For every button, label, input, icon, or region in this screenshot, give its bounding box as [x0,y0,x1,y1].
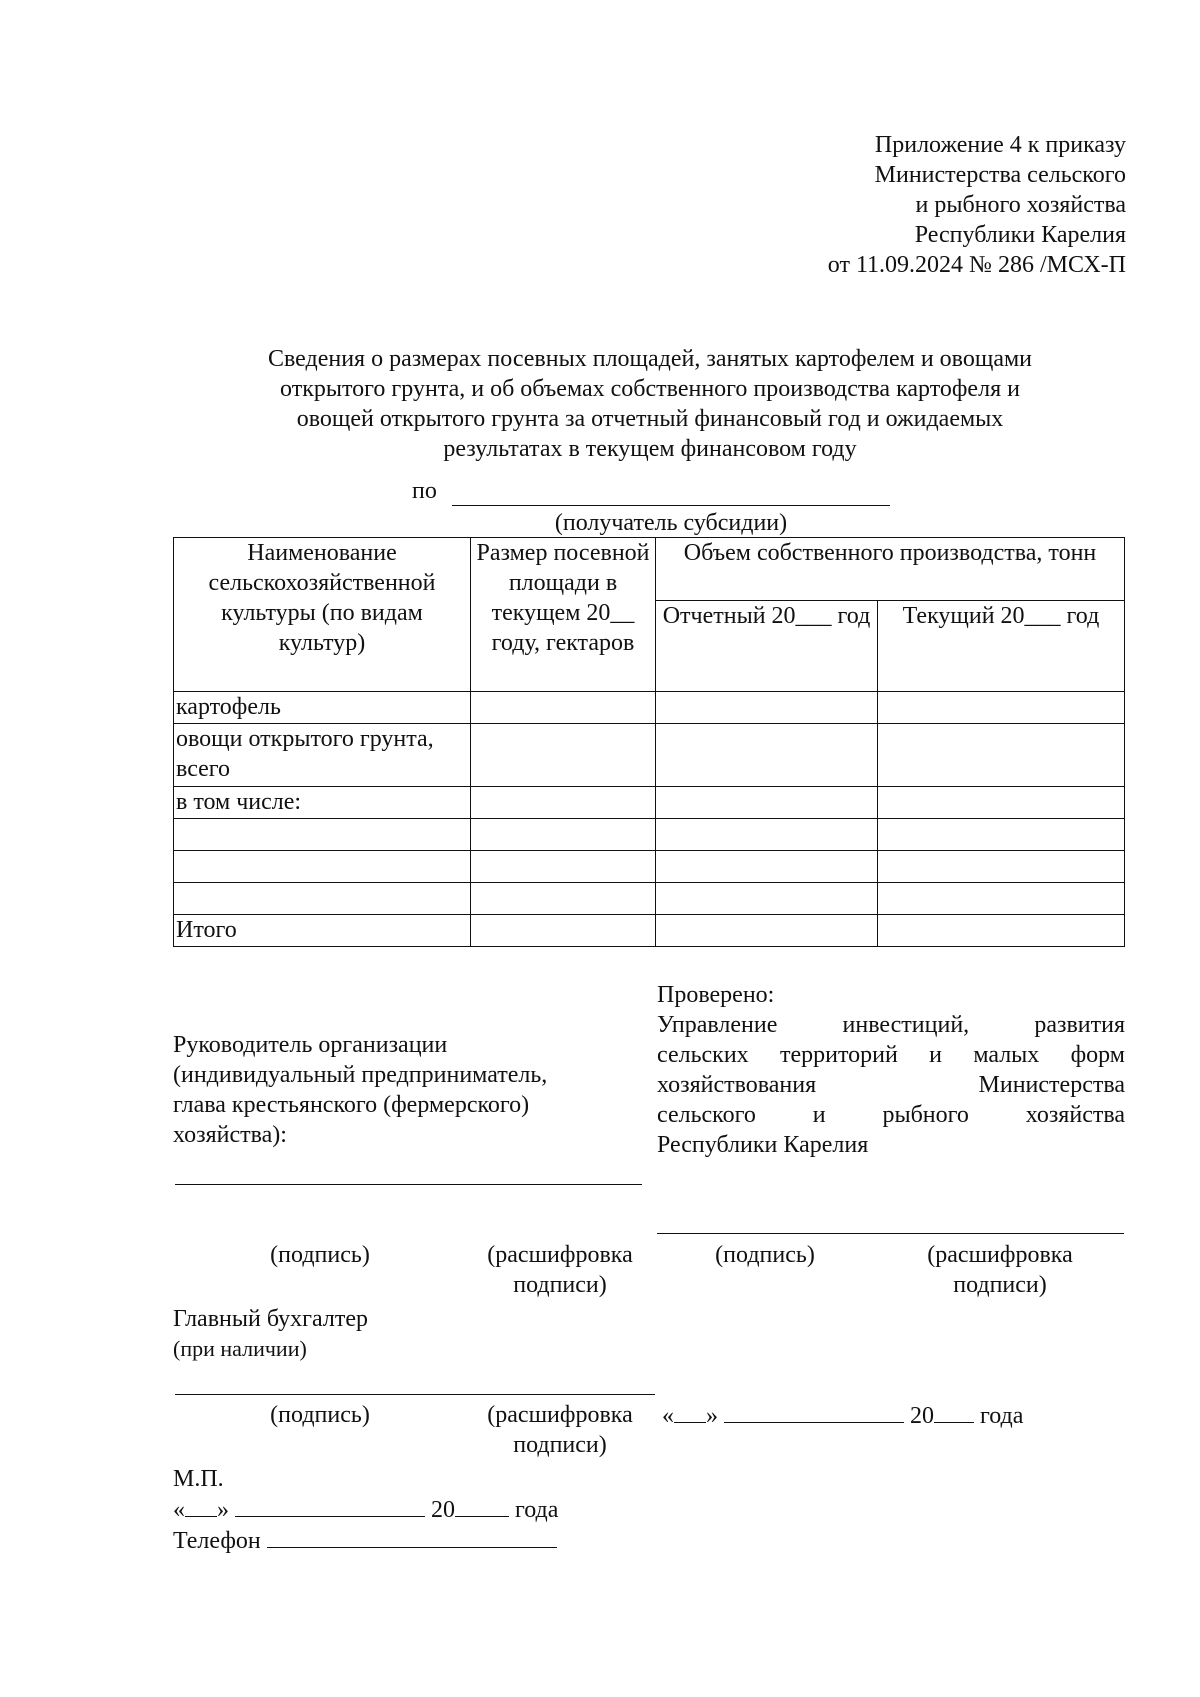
header-crop-name: Наименование сельскохозяйственной культуры (по видам культур) [174,538,471,692]
decode-caption-line: (расшифровка [927,1242,1073,1268]
title-line: результатах в текущем финансовом году [443,436,857,462]
row-label[interactable] [174,851,471,883]
reporting-volume-cell[interactable] [656,915,878,947]
checked-block [657,980,1125,1160]
date-close-quote: » [217,1497,229,1523]
order-reference [600,130,1126,280]
area-cell[interactable] [471,883,656,915]
order-reference-line: Министерства сельского [874,162,1126,188]
table-row-total [174,915,1125,947]
table-row [174,724,1125,787]
year-prefix: 20 [431,1497,455,1523]
reporting-volume-cell[interactable] [656,851,878,883]
header-volume: Объем собственного производства, тонн [656,538,1125,601]
title-line: овощей открытого грунта за отчетный финансовый год и ожидаемых [296,406,1004,432]
area-cell[interactable] [471,787,656,819]
checked-line: Республики Карелия [657,1132,869,1158]
title-line: открытого грунта, и об объемах собственного производства картофеля и [280,376,1020,402]
year-suffix: года [980,1403,1024,1429]
area-cell[interactable] [471,692,656,724]
footer-block [173,1464,773,1556]
decode-caption-line: (расшифровка [487,1242,633,1268]
reporting-volume-cell[interactable] [656,724,878,787]
year-field[interactable] [934,1400,974,1423]
table-row [174,851,1125,883]
current-volume-cell[interactable] [878,915,1125,947]
title-line: Сведения о размерах посевных площадей, занятых картофелем и овощами [267,346,1033,372]
area-cell[interactable] [471,819,656,851]
header-current-year: Текущий 20___ год [878,601,1125,692]
row-label[interactable] [174,883,471,915]
sign-caption: (подпись) [715,1242,815,1268]
order-reference-line: Приложение 4 к приказу [874,132,1126,158]
year-prefix: 20 [910,1403,934,1429]
head-signature-line[interactable] [175,1184,642,1185]
area-cell[interactable] [471,915,656,947]
header-reporting-year: Отчетный 20___ год [656,601,878,692]
year-suffix: года [515,1497,559,1523]
current-volume-cell[interactable] [878,851,1125,883]
order-reference-line: от 11.09.2024 № 286 /МСХ-П [827,252,1126,278]
checked-line: Управление инвестиций, развития [657,1012,1125,1038]
decode-caption-line: (расшифровка [487,1402,633,1428]
current-volume-cell[interactable] [878,883,1125,915]
phone-label: Телефон [173,1528,261,1554]
chief-accountant-note: (при наличии) [173,1336,307,1361]
footer-date [173,1494,773,1525]
month-field[interactable] [235,1494,425,1517]
head-line: Руководитель организации [173,1032,448,1058]
crops-table [173,537,1125,947]
stamp-label: М.П. [173,1466,224,1492]
decode-caption-line: подписи) [513,1272,607,1298]
order-reference-line: и рыбного хозяйства [915,192,1126,218]
row-label: в том числе: [174,787,471,819]
decode-caption [465,1240,655,1300]
reporting-volume-cell[interactable] [656,692,878,724]
chief-accountant-label: Главный бухгалтер [173,1306,368,1332]
table-row [174,692,1125,724]
checked-date [662,1400,1132,1431]
day-field[interactable] [674,1400,706,1423]
checked-label: Проверено: [657,982,775,1008]
phone-field[interactable] [267,1525,557,1548]
current-volume-cell[interactable] [878,819,1125,851]
date-open-quote: « [173,1497,185,1523]
table-row [174,819,1125,851]
row-label: Итого [174,915,471,947]
recipient-caption: (получатель субсидии) [554,510,788,536]
month-field[interactable] [724,1400,904,1423]
date-open-quote: « [662,1403,674,1429]
current-volume-cell[interactable] [878,787,1125,819]
accountant-signature-line[interactable] [175,1394,655,1395]
area-cell[interactable] [471,851,656,883]
date-close-quote: » [706,1403,718,1429]
recipient-line [412,476,437,506]
checked-line: хозяйствования Министерства [657,1072,1125,1098]
reporting-volume-cell[interactable] [656,883,878,915]
head-line: (индивидуальный предприниматель, [173,1062,548,1088]
row-label[interactable] [174,819,471,851]
row-label: овощи открытого грунта, всего [174,724,471,787]
row-label: картофель [174,692,471,724]
year-field[interactable] [455,1494,509,1517]
head-of-organization [173,1030,633,1150]
decode-caption-line: подписи) [513,1432,607,1458]
decode-caption-line: подписи) [953,1272,1047,1298]
po-label: по [412,478,437,504]
head-line: глава крестьянского (фермерского) [173,1092,530,1118]
checked-line: сельского и рыбного хозяйства [657,1102,1125,1128]
current-volume-cell[interactable] [878,692,1125,724]
checked-signature-line[interactable] [657,1233,1124,1234]
checked-line: сельских территорий и малых форм [657,1042,1125,1068]
phone-row [173,1525,773,1556]
order-reference-line: Республики Карелия [914,222,1126,248]
decode-caption [905,1240,1095,1300]
decode-caption [465,1400,655,1460]
recipient-input-line[interactable] [452,505,890,506]
area-cell[interactable] [471,724,656,787]
current-volume-cell[interactable] [878,724,1125,787]
reporting-volume-cell[interactable] [656,819,878,851]
table-row [174,883,1125,915]
sign-caption: (подпись) [270,1242,370,1268]
head-line: хозяйства): [173,1122,287,1148]
header-area: Размер посевной площади в текущем 20__ году, гектаров [471,538,656,692]
reporting-volume-cell[interactable] [656,787,878,819]
table-row [174,787,1125,819]
sign-caption: (подпись) [270,1402,370,1428]
chief-accountant [173,1304,633,1364]
document-title [140,344,1160,464]
day-field[interactable] [185,1494,217,1517]
